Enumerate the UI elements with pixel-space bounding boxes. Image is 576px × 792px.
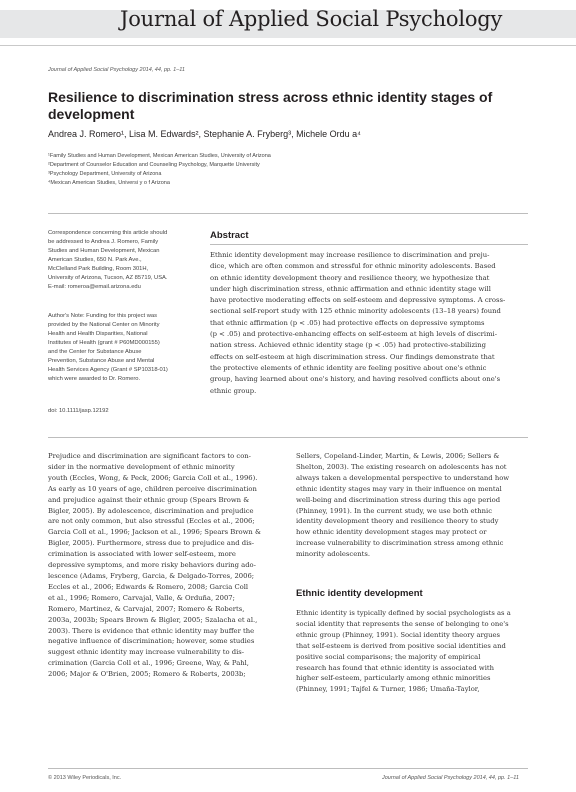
footer-copyright: © 2013 Wiley Periodicals, Inc. [48,775,122,781]
body-divider [48,437,528,438]
body-line: Prejudice and discrimination are significant factors to con- [48,452,251,460]
abstract-line: Ethnic identity development may increase resilience to discrimination and preju- [210,251,490,259]
footer-rule [48,768,528,769]
abstract-line: sectional self-report study with 125 ethnic minority adolescents (13–18 years) found [210,307,501,316]
body-line: Bigler, 2005). Furthermore, stress due to prejudice and dis- [48,539,255,548]
abstract-line: on ethnic identity development theory and resilience theory, we hypothesize that [210,273,490,282]
body-column-right-top [296,451,527,560]
body-line: 2003). There is evidence that ethnic identity may buffer the [48,626,255,635]
body-column-left [48,451,279,680]
correspondence-note [48,229,198,292]
body-line: minority adolescents. [296,550,371,559]
body-line: Eccles et al., 2006; Edwards & Romero, 2008; Garcia Coll [48,582,249,591]
sidebar-line: Correspondence concerning this article should [48,230,168,236]
body-line: ethnic identity stages may vary in their influence on mental [296,484,502,493]
affiliation-3: ³Psychology Department, University of Arizona [48,171,162,177]
journal-masthead [0,0,576,46]
body-line: positive social comparisons; the majority of empirical [296,652,481,661]
sidebar-line: McClelland Park Building, Room 301H, [48,266,149,272]
sidebar-line: American Studies, 650 N. Park Ave., [48,257,142,263]
sidebar-line: provided by the National Center on Minority [48,322,160,328]
sidebar-line: Author's Note: Funding for this project was [48,313,158,319]
body-line: sider in the normative development of ethnic minority [48,462,235,471]
abstract-heading: Abstract [210,230,249,241]
body-column-right-bottom [296,608,527,695]
author-list: Andrea J. Romero¹, Lisa M. Edwards², Stephanie A. Fryberg³, Michele Ordu a⁴ [48,129,361,139]
abstract-line: ethnic group. [210,386,257,395]
doi [48,407,198,416]
sidebar-line: Health Services Agency (Grant # SP10318-01) [48,367,168,373]
body-line: Bigler, 2005). By adolescence, discrimination and prejudice [48,506,254,515]
sidebar-line: Health and Health Disparities, National [48,331,148,337]
body-line: suggest ethnic identity may increase vulnerability to dis- [48,648,245,657]
citation-header: Journal of Applied Social Psychology 2014, 44, pp. 1–11 [48,67,185,73]
sidebar-line: and the Center for Substance Abuse [48,349,142,355]
section-heading: Ethnic identity development [296,588,423,599]
abstract-line: effects on self-esteem at high discrimination stress. Our findings demonstrate that [210,352,495,361]
body-line: negative influence of discrimination; however, some studies [48,637,255,646]
sidebar-line: E-mail: romeroa@email.arizona.edu [48,284,141,290]
doi-text[interactable]: doi: 10.1111/jasp.12192 [48,408,109,414]
body-line: identity development theory and resilience theory to study [296,517,499,526]
body-line: Romero, Martinez, & Carvajal, 2007; Romero & Roberts, [48,604,245,613]
sidebar-line: Studies and Human Development, Mexican [48,248,160,254]
affiliation-1: ¹Family Studies and Human Development, Mexican American Studies, University of Arizona [48,153,271,159]
abstract-line: (p < .05) and protective-enhancing effects on self-esteem at high levels of discrimi- [210,330,498,339]
body-line: As early as 10 years of age, children perceive discrimination [48,484,257,493]
article-title: Resilience to discrimination stress across ethnic identity stages of development [48,89,493,122]
body-line: always taken a developmental perspective to understand how [296,473,510,482]
body-line: Shelton, 2003). The existing research on adolescents has not [296,462,507,471]
affiliation-2: ²Department of Counselor Education and Counseling Psychology, Marquette University [48,162,260,168]
body-line: increase vulnerability to discrimination stress among ethnic [296,539,504,548]
abstract-line: group, having learned about one's history, and having resolved conflicts about one's [210,375,501,384]
journal-name: Journal of Applied Social Psychology [120,7,503,31]
body-line: depressive symptoms, and more risky behaviors during ado- [48,561,256,570]
body-line: (Phinney, 1991; Tajfel & Turner, 1986; Umaña-Taylor, [296,685,480,694]
body-line: social identity that represents the sense of belonging to one's [296,619,509,628]
body-line: ethnic group (Phinney, 1991). Social identity theory argues [296,630,501,639]
abstract-line: have protective moderating effects on self-esteem and depressive symptoms. A cross- [210,296,506,305]
body-line: Sellers, Copeland-Linder, Martin, & Lewis, 2006; Sellers & [296,452,500,460]
body-line: Ethnic identity is typically defined by social psychologists as a [296,609,511,617]
abstract-body [210,250,528,397]
body-line: 2006; Major & O'Brien, 2005; Romero & Roberts, 2003b; [48,670,246,679]
body-line: crimination is associated with lower self-esteem, more [48,550,236,559]
body-line: how ethnic identity development stages may protect or [296,528,487,537]
abstract-line: that ethnic affirmation (p < .05) had protective effects on depressive symptoms [210,318,485,327]
body-line: research has found that ethnic identity is associated with [296,663,494,672]
body-line: and prejudice against their ethnic group (Spears Brown & [48,495,250,504]
sidebar-line: Prevention, Substance Abuse and Mental [48,358,155,364]
authors-note [48,312,198,384]
body-line: youth (Eccles, Wong, & Peck, 2006; Garcia Coll et al., 1996). [48,473,258,482]
abstract-line: dice, which are often common and stressful for ethnic minority adolescents. Based [210,262,496,271]
abstract-line: the protective elements of ethnic identity are feeling positive about one's ethnic [210,363,487,372]
body-line: 2003a, 2003b; Spears Brown & Bigler, 2005; Szalacha et al., [48,615,258,624]
abstract-line: under high discrimination stress, ethnic affirmation and ethnic identity stage will [210,284,491,293]
body-line: Garcia Coll et al., 1996; Jackson et al., 1996; Spears Brown & [48,528,262,537]
abstract-line: nation stress. Achieved ethnic identity stage (p < .05) had protective-stabilizing [210,341,486,350]
body-line: higher self-esteem, particularly among ethnic minorities [296,674,491,683]
sidebar-line: be addressed to Andrea J. Romero, Family [48,239,159,245]
abstract-rule [210,244,528,245]
body-line: are not only common, but also stressful (Eccles et al., 2006; [48,517,255,526]
body-line: that self-esteem is derived from positive social identities and [296,641,506,650]
body-line: well-being and discrimination stress during this age period [296,495,501,504]
footer-citation: Journal of Applied Social Psychology 2014, 44, pp. 1–11 [382,775,519,781]
section-divider [48,213,528,214]
affiliation-4: ⁴Mexican American Studies, Universi y o f Arizona [48,180,170,186]
sidebar-line: which were awarded to Dr. Romero. [48,376,141,382]
sidebar-line: University of Arizona, Tucson, AZ 85719, USA. [48,275,168,281]
body-line: lescence (Adams, Fryberg, Garcia, & Delgado-Torres, 2006; [48,571,255,580]
body-line: (Phinney, 1991). In the current study, we use both ethnic [296,506,493,515]
body-line: crimination (Garcia Coll et al., 1996; Greene, Way, & Pahl, [48,659,249,668]
body-line: et al., 1996; Romero, Carvajal, Valle, & Orduña, 2007; [48,593,235,602]
masthead-divider [0,45,576,46]
sidebar-line: Institutes of Health (grant # P60MD000155) [48,340,160,346]
